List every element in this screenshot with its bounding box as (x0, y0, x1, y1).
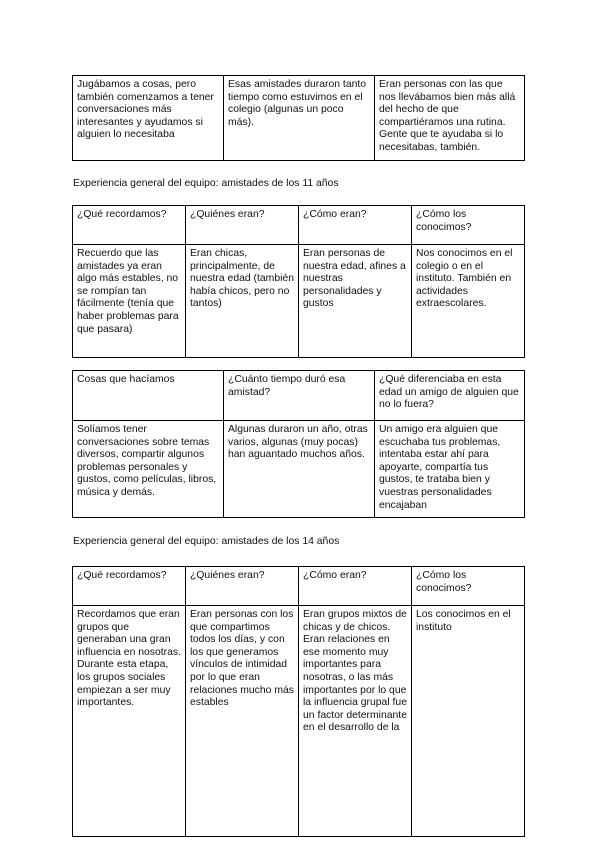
table-header-row (73, 371, 525, 421)
table-header-row (73, 206, 525, 245)
header-cell: ¿Cómo los conocimos? (412, 567, 525, 606)
table-header-row (73, 567, 525, 606)
table-row (73, 245, 525, 358)
section-heading-14: Experiencia general del equipo: amistades de los 14 años (73, 536, 340, 547)
age-11-table-2 (72, 370, 525, 518)
header-cell: ¿Quiénes eran? (186, 567, 299, 606)
table-cell: Solíamos tener conversaciones sobre temas diversos, compartir algunos problemas personales y gustos, como películas, libros, música y demás. (73, 421, 224, 518)
header-cell: Cosas que hacíamos (73, 371, 224, 421)
age-11-table (72, 205, 525, 358)
header-cell: ¿Qué recordamos? (73, 567, 186, 606)
header-cell: ¿Cómo los conocimos? (412, 206, 525, 245)
header-cell: ¿Cuánto tiempo duró esa amistad? (224, 371, 375, 421)
table-cell: Recuerdo que las amistades ya eran algo más estables, no se rompían tan fácilmente (tenía que haber problemas para que pasara) (73, 245, 186, 358)
header-cell: ¿Qué recordamos? (73, 206, 186, 245)
continued-table (72, 75, 525, 161)
table-cell: Esas amistades duraron tanto tiempo como estuvimos en el colegio (algunas un poco más). (224, 76, 375, 161)
header-cell: ¿Cómo eran? (299, 567, 412, 606)
table-cell: Recordamos que eran grupos que generaban una gran influencia en nosotras. Durante esta etapa, los grupos sociales empiezan a ser muy importantes. (73, 606, 186, 837)
table-cell: Eran personas con los que compartimos todos los días, y con los que generamos vínculos de intimidad por lo que eran relaciones mucho más estables (186, 606, 299, 837)
header-cell: ¿Cómo eran? (299, 206, 412, 245)
table-cell: Algunas duraron un año, otras varios, algunas (muy pocas) han aguantado muchos años. (224, 421, 375, 518)
table-cell: Jugábamos a cosas, pero también comenzamos a tener conversaciones más interesantes y ayudamos si alguien lo necesitaba (73, 76, 224, 161)
table-cell: Eran grupos mixtos de chicas y de chicos. Eran relaciones en ese momento muy importantes para nosotras, o las más importantes por lo que la influencia grupal fue un factor determinante en el desarrollo de la (299, 606, 412, 837)
table-cell: Los conocimos en el instituto (412, 606, 525, 837)
table-row (73, 421, 525, 518)
table-row (73, 606, 525, 837)
age-14-table (72, 566, 525, 837)
header-cell: ¿Quiénes eran? (186, 206, 299, 245)
table-cell: Nos conocimos en el colegio o en el instituto. También en actividades extraescolares. (412, 245, 525, 358)
table-cell: Eran chicas, principalmente, de nuestra edad (también había chicos, pero no tantos) (186, 245, 299, 358)
header-cell: ¿Qué diferenciaba en esta edad un amigo de alguien que no lo fuera? (375, 371, 525, 421)
table-cell: Eran personas con las que nos llevábamos bien más allá del hecho de que compartiéramos una rutina. Gente que te ayudaba si lo necesitabas, también. (375, 76, 525, 161)
section-heading-11: Experiencia general del equipo: amistades de los 11 años (73, 178, 339, 189)
table-row (73, 76, 525, 161)
table-cell: Un amigo era alguien que escuchaba tus problemas, intentaba estar ahí para apoyarte, compartía tus gustos, te trataba bien y vuestras personalidades encajaban (375, 421, 525, 518)
table-cell: Eran personas de nuestra edad, afines a nuestras personalidades y gustos (299, 245, 412, 358)
